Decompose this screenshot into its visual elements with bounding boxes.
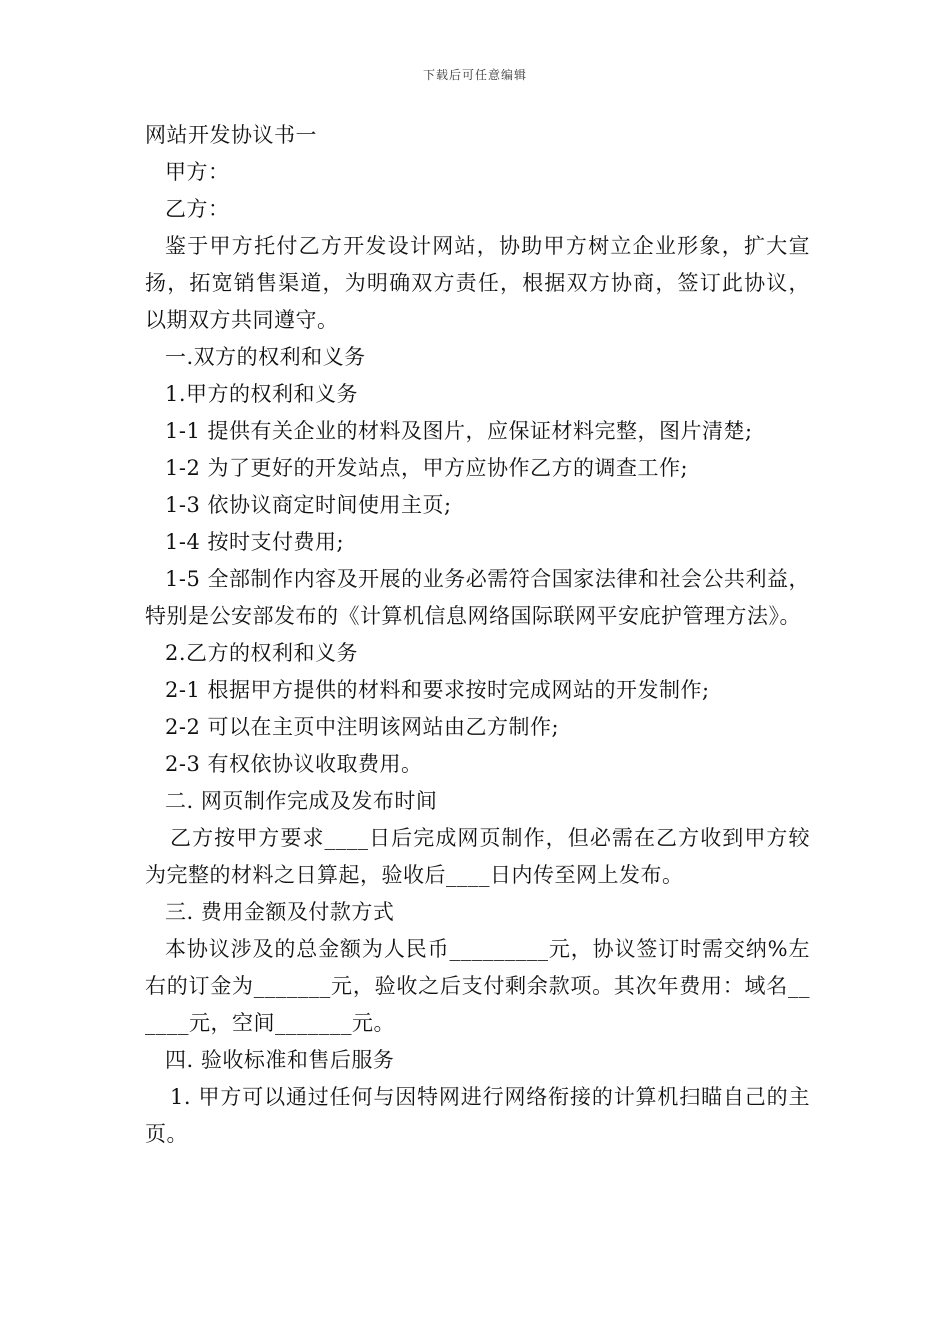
clause-paragraph: 1-3 依协议商定时间使用主页;: [165, 493, 452, 517]
clause-paragraph: 1-5 全部制作内容及开展的业务必需符合国家法律和社会公共利益，特别是公安部发布的《计算机信息网络国际联网平安庇护管理方法》。: [145, 567, 810, 628]
clause-paragraph: 1-2 为了更好的开发站点，甲方应协作乙方的调查工作;: [165, 456, 689, 480]
document-title: 网站开发协议书一: [145, 123, 317, 147]
section-heading: 一.双方的权利和义务: [165, 345, 366, 369]
party-a-line: 甲方：: [165, 160, 230, 184]
party-b-line: 乙方：: [165, 197, 230, 221]
subsection-heading: 1.甲方的权利和义务: [165, 382, 359, 406]
clause-paragraph: 2-3 有权依协议收取费用。: [165, 752, 423, 776]
clause-paragraph: 2-2 可以在主页中注明该网站由乙方制作;: [165, 715, 560, 739]
preamble-paragraph: 鉴于甲方托付乙方开发设计网站，协助甲方树立企业形象，扩大宣扬，拓宽销售渠道，为明确双方责任，根据双方协商，签订此协议，以期双方共同遵守。: [145, 234, 810, 332]
section-heading: 三. 费用金额及付款方式: [165, 900, 395, 924]
document-body: [145, 117, 810, 1153]
clause-paragraph: 2-1 根据甲方提供的材料和要求按时完成网站的开发制作;: [165, 678, 710, 702]
clause-paragraph: 乙方按甲方要求____日后完成网页制作，但必需在乙方收到甲方较为完整的材料之日算起，验收后____日内传至网上发布。: [145, 826, 810, 887]
clause-paragraph: 1. 甲方可以通过任何与因特网进行网络衔接的计算机扫瞄自己的主页。: [145, 1085, 810, 1146]
clause-paragraph: 本协议涉及的总金额为人民币_________元，协议签订时需交纳%左右的订金为_______元，验收之后支付剩余款项。其次年费用：域名______元，空间_______元。: [145, 937, 810, 1035]
clause-paragraph: 1-1 提供有关企业的材料及图片，应保证材料完整，图片清楚;: [165, 419, 753, 443]
section-heading: 四. 验收标准和售后服务: [165, 1048, 395, 1072]
subsection-heading: 2.乙方的权利和义务: [165, 641, 359, 665]
page-header-note: 下载后可任意编辑: [422, 68, 527, 82]
section-heading: 二. 网页制作完成及发布时间: [165, 789, 438, 813]
clause-paragraph: 1-4 按时支付费用;: [165, 530, 345, 554]
